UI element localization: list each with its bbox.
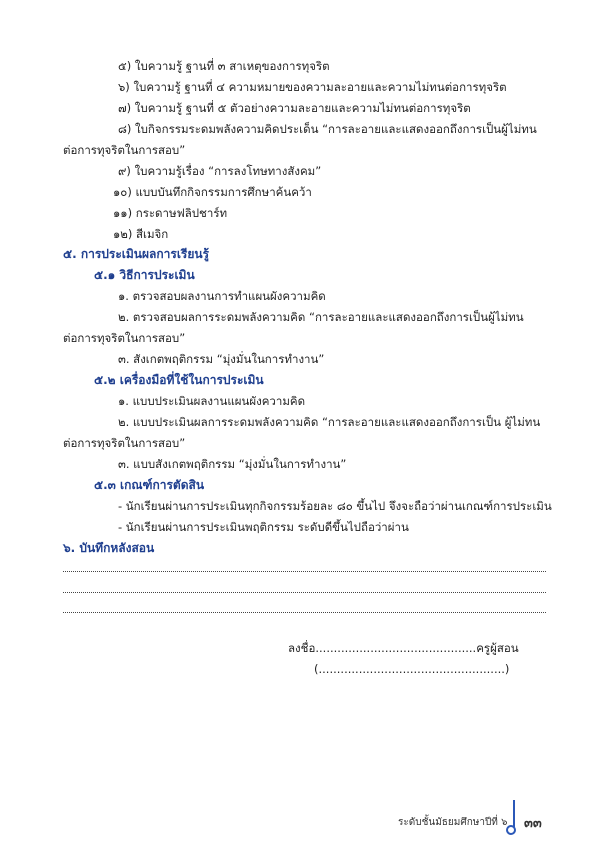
section-5-1-heading: ๕.๑ วิธีการประเมิน: [94, 268, 195, 282]
material-item-6: ๖) ใบความรู้ ฐานที่ ๔ ความหมายของความละอายและความไม่ทนต่อการทุจริต: [118, 80, 507, 94]
method-item-1: ๑. ตรวจสอบผลงานการทำแผนผังความคิด: [118, 289, 326, 303]
section-5-2-heading: ๕.๒ เครื่องมือที่ใช้ในการประเมิน: [94, 373, 264, 387]
page-number: ๓๓: [524, 816, 542, 831]
material-item-9: ๙) ใบความรู้เรื่อง “การลงโทษทางสังคม”: [118, 164, 322, 178]
material-item-8: ๘) ใบกิจกรรมระดมพลังความคิดประเด็น “การละอายและแสดงออกถึงการเป็นผู้ไม่ทน: [118, 122, 537, 136]
tool-item-2-continued: ต่อการทุจริตในการสอบ”: [63, 436, 186, 450]
teacher-name-line: (...................................................): [314, 662, 510, 676]
section-5-heading: ๕. การประเมินผลการเรียนรู้: [63, 247, 210, 261]
criteria-bullet-2: - นักเรียนผ่านการประเมินพฤติกรรม ระดับดีขึ้นไปถือว่าผ่าน: [118, 520, 409, 534]
material-item-8-continued: ต่อการทุจริตในการสอบ”: [63, 143, 186, 157]
page-ornament-icon: [505, 800, 519, 836]
criteria-bullet-1: - นักเรียนผ่านการประเมินทุกกิจกรรมร้อยละ ๘๐ ขึ้นไป จึงจะถือว่าผ่านเกณฑ์การประเมิน: [118, 499, 552, 513]
material-item-5: ๕) ใบความรู้ ฐานที่ ๓ สาเหตุของการทุจริต: [118, 59, 330, 73]
material-item-12: ๑๒) สีเมจิก: [113, 227, 169, 241]
tool-item-1: ๑. แบบประเมินผลงานแผนผังความคิด: [118, 394, 306, 408]
notes-line-1[interactable]: [63, 571, 546, 572]
footer-grade-level: ระดับชั้นมัธยมศึกษาปีที่ ๖: [398, 817, 508, 828]
notes-line-2[interactable]: [63, 592, 546, 593]
method-item-3: ๓. สังเกตพฤติกรรม “มุ่งมั่นในการทำงาน”: [118, 352, 325, 366]
tool-item-2: ๒. แบบประเมินผลการระดมพลังความคิด “การละอายและแสดงออกถึงการเป็น ผู้ไม่ทน: [118, 415, 541, 429]
section-5-3-heading: ๕.๓ เกณฑ์การตัดสิน: [94, 478, 205, 492]
material-item-11: ๑๑) กระดาษฟลิปชาร์ท: [113, 206, 228, 220]
material-item-7: ๗) ใบความรู้ ฐานที่ ๕ ตัวอย่างความละอายและความไม่ทนต่อการทุจริต: [118, 101, 471, 115]
section-6-heading: ๖. บันทึกหลังสอน: [63, 541, 155, 555]
notes-line-3[interactable]: [63, 612, 546, 613]
signature-line: ลงชื่อ............................................ครูผู้สอน: [288, 641, 519, 655]
tool-item-3: ๓. แบบสังเกตพฤติกรรม “มุ่งมั่นในการทำงาน”: [118, 457, 347, 471]
method-item-2-continued: ต่อการทุจริตในการสอบ”: [63, 331, 186, 345]
method-item-2: ๒. ตรวจสอบผลการระดมพลังความคิด “การละอายและแสดงออกถึงการเป็นผู้ไม่ทน: [118, 310, 524, 324]
material-item-10: ๑๐) แบบบันทึกกิจกรรมการศึกษาค้นคว้า: [113, 185, 312, 199]
